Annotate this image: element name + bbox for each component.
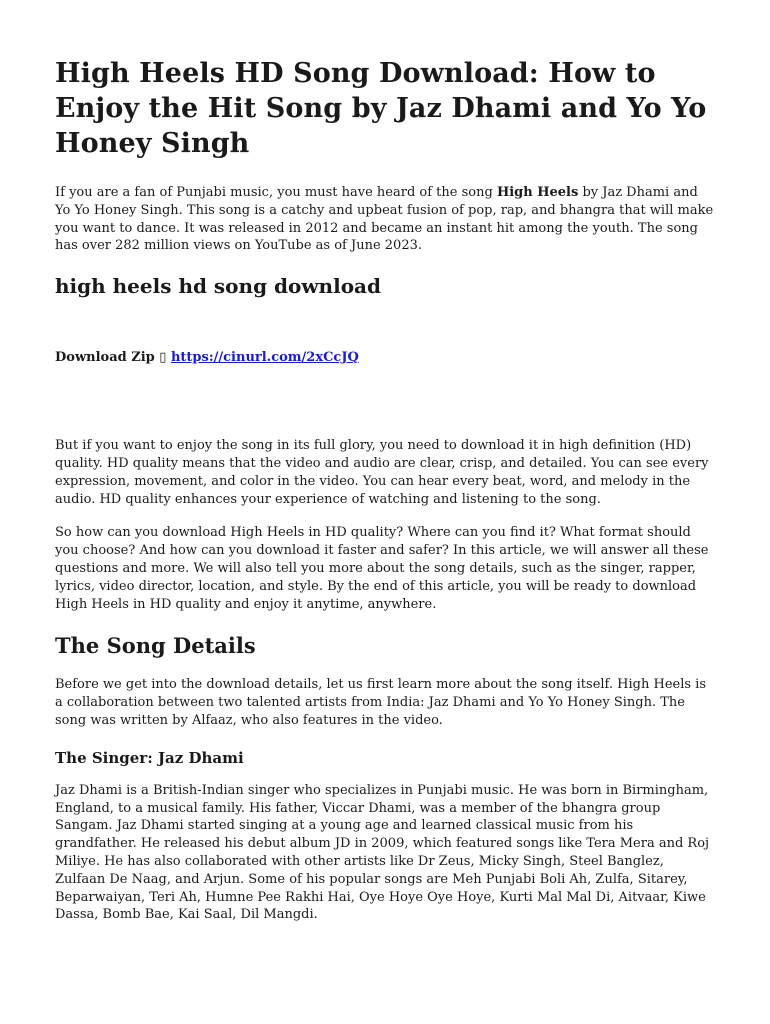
section-heading-song-details: The Song Details: [55, 633, 256, 659]
page-title: High Heels HD Song Download: How to Enjoy the Hit Song by Jaz Dhami and Yo Yo Honey Singh: [55, 58, 707, 159]
download-label: Download Zip: [55, 350, 160, 366]
paragraph-singer: Jaz Dhami is a British-Indian singer who specializes in Punjabi music. He was born in Birmingham, England, to a musical family. His father, Viccar Dhami, was a member of the bhangra group Sangam. Jaz Dhami started singing at a young age and learned classical music from his grandfather. He released his debut album JD in 2009, which featured songs like Tera Mera and Roj Miliye. He has also collaborated with other artists like Dr Zeus, Micky Singh, Steel Banglez, Zulfaan De Naag, and Arjun. Some of his popular songs are Meh Punjabi Boli Ah, Zulfa, Sitarey, Beparwaiyan, Teri Ah, Humne Pee Rakhi Hai, Oye Hoye Oye Hoye, Kurti Mal Mal Di, Aitvaar, Kiwe Dassa, Bomb Bae, Kai Saal, Dil Mangdi.: [55, 782, 710, 923]
paragraph-hd-quality: But if you want to enjoy the song in its full glory, you need to download it in high definition (HD) quality. HD quality means that the video and audio are clear, crisp, and detailed. You can see every expression, movement, and color in the video. You can hear every beat, word, and melody in the audio. HD quality enhances your experience of watching and listening to the song.: [55, 438, 709, 507]
download-line: [55, 349, 716, 367]
download-arrow-icon: ▯: [159, 350, 167, 366]
intro-text-before: If you are a fan of Punjabi music, you must have heard of the song: [55, 185, 497, 200]
paragraph-how-to-download: So how can you download High Heels in HD quality? Where can you find it? What format should you choose? And how can you download it faster and safer? In this article, we will answer all these questions and more. We will also tell you more about the song details, such as the singer, rapper, lyrics, video director, location, and style. By the end of this article, you will be ready to download High Heels in HD quality and enjoy it anytime, anywhere.: [55, 525, 709, 612]
subheading: high heels hd song download: [55, 274, 381, 299]
intro-paragraph: [55, 184, 716, 255]
intro-song-name: High Heels: [496, 185, 579, 200]
section-heading-singer: The Singer: Jaz Dhami: [55, 748, 244, 767]
download-link[interactable]: https://cinurl.com/2xCcJQ: [170, 350, 359, 366]
paragraph-song-details: Before we get into the download details, let us first learn more about the song itself. High Heels is a collaboration between two talented artists from India: Jaz Dhami and Yo Yo Honey Singh. The song was written by Alfaaz, who also features in the video.: [55, 677, 707, 728]
intro-text-after: by Jaz Dhami and Yo Yo Honey Singh. This song is a catchy and upbeat fusion of pop, rap, and bhangra that will make you want to dance. It was released in 2012 and became an instant hit among the youth. The song has over 282 million views on YouTube as of June 2023.: [55, 185, 714, 254]
